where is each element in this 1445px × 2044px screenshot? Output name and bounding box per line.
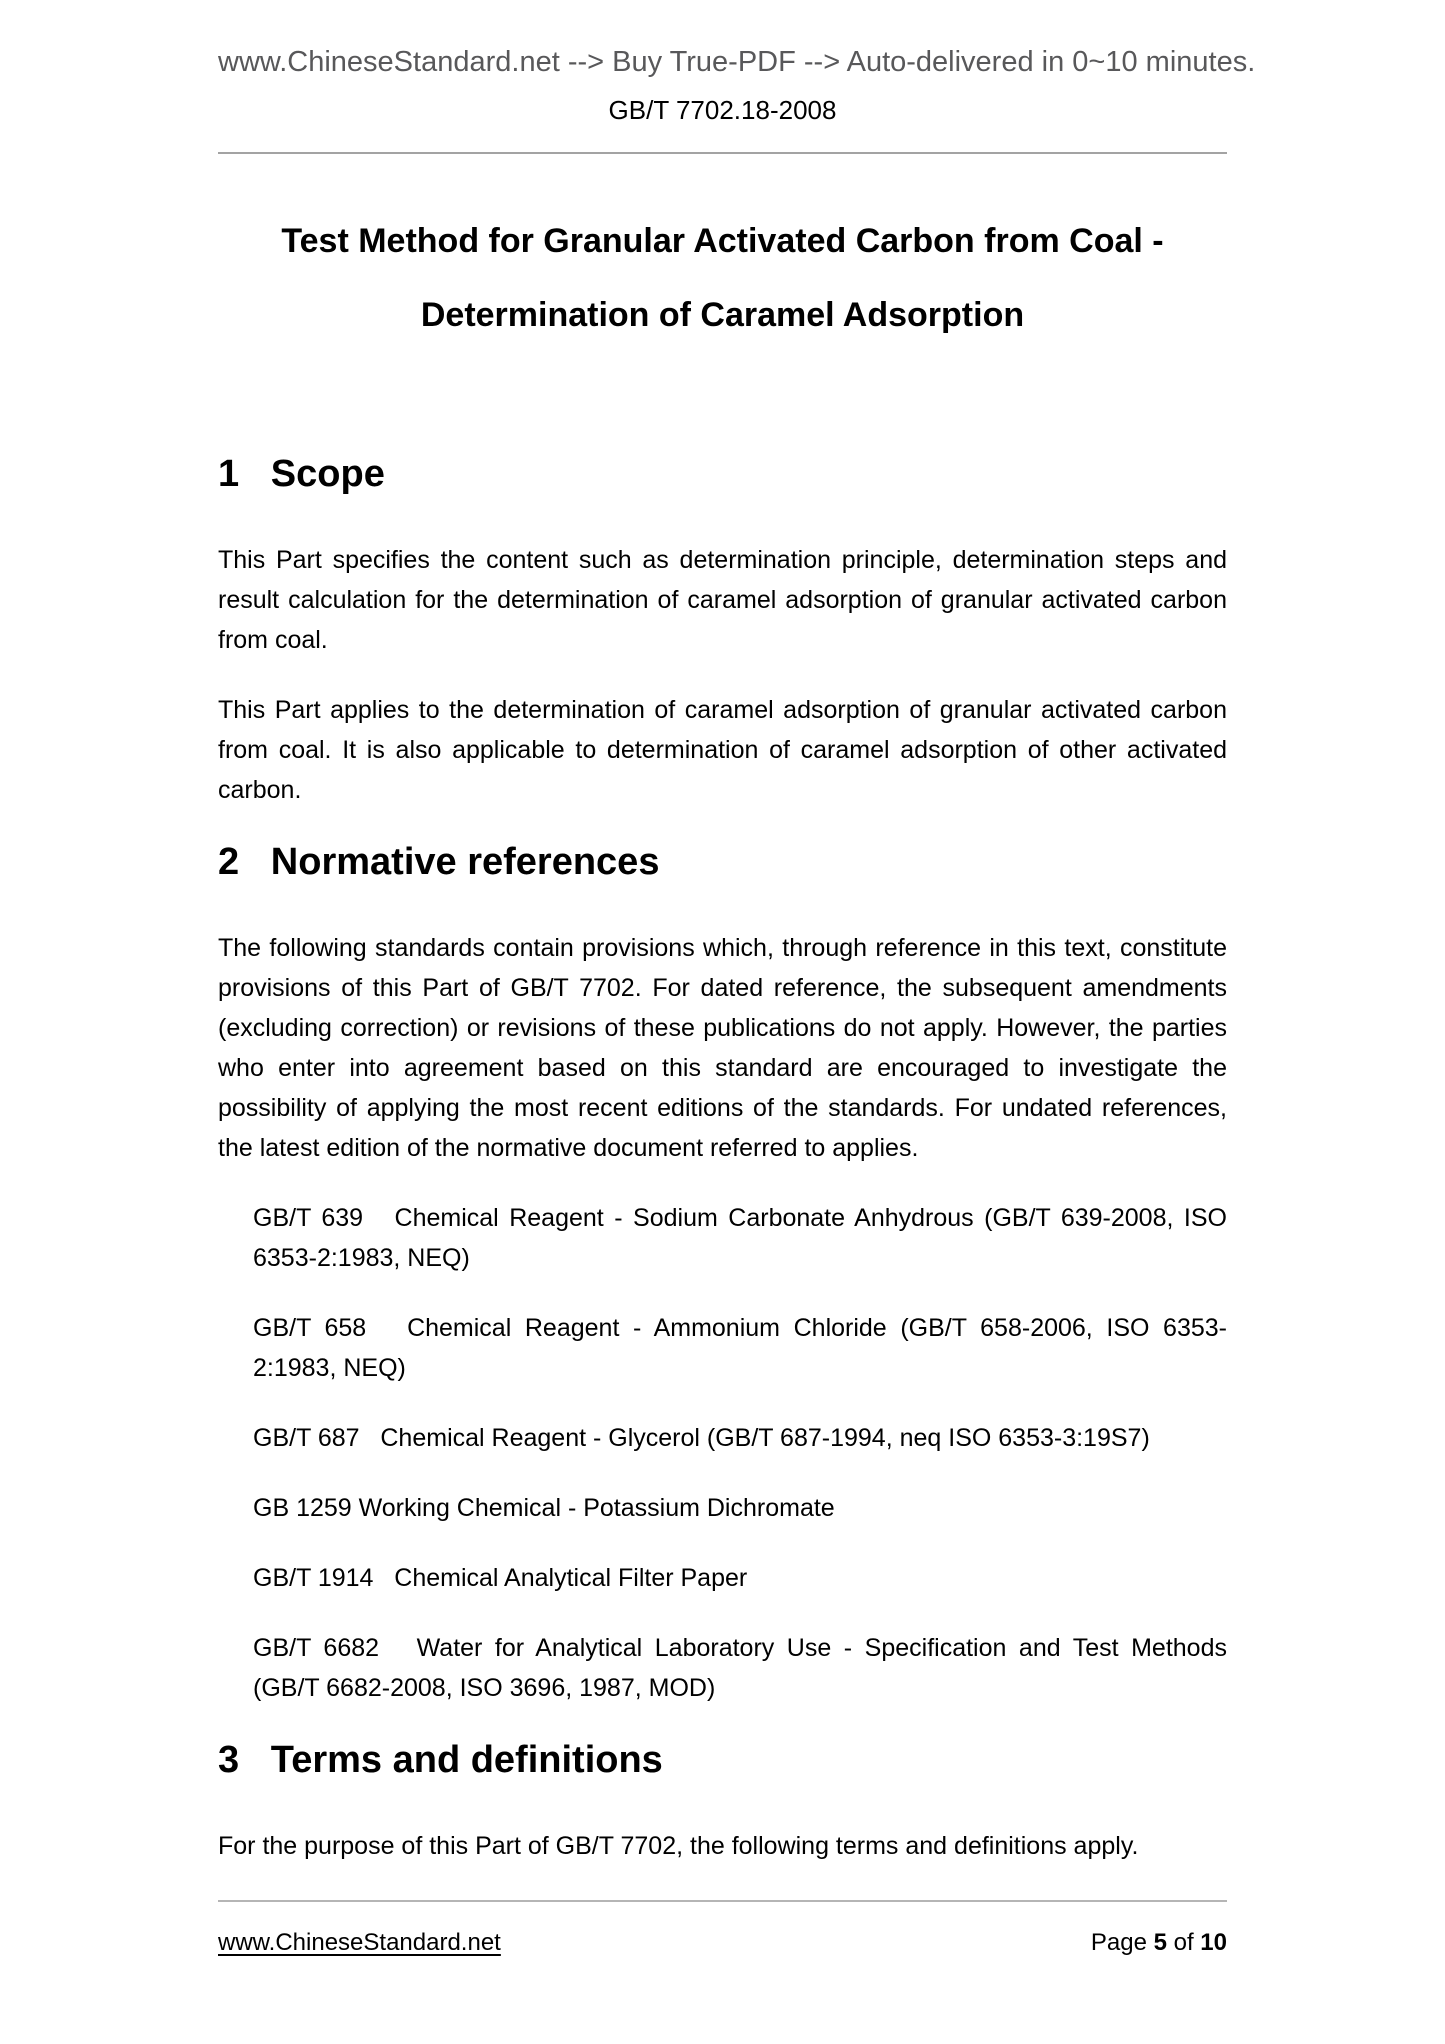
paragraph: For the purpose of this Part of GB/T 7702, the following terms and definitions apply. <box>218 1832 1139 1860</box>
document-title-line-2: Determination of Caramel Adsorption <box>420 296 1025 334</box>
reference-item: GB/T 639 Chemical Reagent - Sodium Carbonate Anhydrous (GB/T 639-2008, ISO 6353-2:1983, NEQ) <box>253 1204 1227 1272</box>
document-body <box>218 450 1227 1866</box>
document-title <box>218 218 1227 338</box>
section-heading-scope: 1 Scope <box>218 453 385 495</box>
footer-page-part: 10 <box>1200 1929 1227 1956</box>
footer-row <box>218 1928 1227 1958</box>
footer-divider <box>218 1900 1227 1902</box>
footer-page-part: 5 <box>1153 1929 1167 1956</box>
section-heading-normative-references: 2 Normative references <box>218 841 660 883</box>
section-terms-and-definitions <box>218 1736 1227 1866</box>
header-promo-text: www.ChineseStandard.net --> Buy True-PDF --> Auto-delivered in 0~10 minutes. <box>218 46 1256 78</box>
footer-page-part: of <box>1166 1929 1201 1956</box>
reference-item: GB/T 687 Chemical Reagent - Glycerol (GB/T 687-1994, neq ISO 6353-3:19S7) <box>253 1424 1150 1452</box>
reference-item: GB/T 658 Chemical Reagent - Ammonium Chloride (GB/T 658-2006, ISO 6353-2:1983, NEQ) <box>253 1314 1227 1382</box>
paragraph: This Part specifies the content such as determination principle, determination steps and result calculation for the determination of caramel adsorption of granular activated carbon from coal. <box>218 546 1227 654</box>
footer-page-number <box>1091 1928 1227 1958</box>
footer-page-part: Page <box>1090 1929 1154 1956</box>
section-heading-terms-and-definitions: 3 Terms and definitions <box>218 1739 663 1781</box>
section-scope <box>218 450 1227 810</box>
paragraph: The following standards contain provisions which, through reference in this text, constitute provisions of this Part of GB/T 7702. For dated reference, the subsequent amendments (excluding correction) or revisions of these publications do not apply. However, the parties who enter into agreement based on this standard are encouraged to investigate the possibility of applying the most recent editions of the standards. For undated references, the latest edition of the normative document referred to applies. <box>218 934 1227 1162</box>
header-standard-code: GB/T 7702.18-2008 <box>608 95 837 125</box>
reference-item: GB/T 6682 Water for Analytical Laboratory Use - Specification and Test Methods (GB/T 6682-2008, ISO 3696, 1987, MOD) <box>253 1634 1227 1702</box>
section-normative-references <box>218 838 1227 1708</box>
reference-item: GB 1259 Working Chemical - Potassium Dichromate <box>253 1494 835 1522</box>
footer-site-link[interactable]: www.ChineseStandard.net <box>218 1929 501 1956</box>
paragraph: This Part applies to the determination of caramel adsorption of granular activated carbon from coal. It is also applicable to determination of caramel adsorption of other activated carbon. <box>218 696 1227 804</box>
header-divider <box>218 152 1227 154</box>
reference-item: GB/T 1914 Chemical Analytical Filter Paper <box>253 1564 748 1592</box>
page-footer <box>218 1900 1227 1958</box>
document-title-line-1: Test Method for Granular Activated Carbon from Coal - <box>281 222 1164 260</box>
